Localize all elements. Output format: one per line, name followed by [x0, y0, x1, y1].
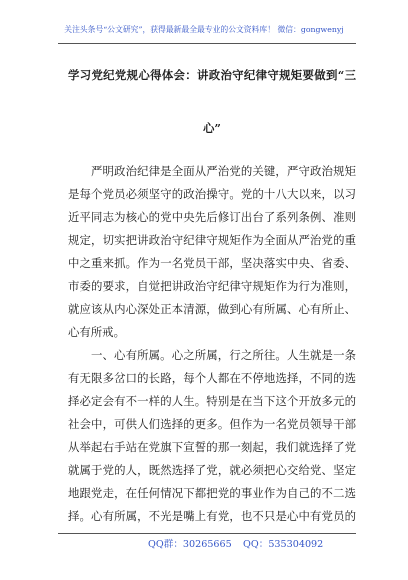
footer-divider: [58, 533, 356, 534]
body-line: 一、心有所属。心之所属，行之所往。人生就是一条: [91, 348, 356, 362]
footer-qq: QQ：535304092: [243, 539, 324, 550]
body-line: 是每个党员必须坚守的政治操守。党的十八大以来，以习: [68, 187, 356, 201]
body-line: 市委的要求，自觉把讲政治守纪律守规矩作为行为准则，: [68, 279, 356, 293]
body-line: 地跟党走，在任何情况下都把党的事业作为自己的不二选: [68, 486, 356, 500]
body-line: 心有所戒。: [68, 325, 125, 339]
body-line: 有无限多岔口的长路，每个人都在不停地选择，不同的选: [68, 371, 356, 385]
document-title: [68, 64, 356, 144]
footer: [0, 539, 408, 551]
body-line: 社会中，可供人们选择的更多。但作为一名党员领导干部: [68, 417, 356, 431]
body-line: 中之重来抓。作为一名党员干部，坚决落实中央、省委、: [68, 256, 356, 270]
body-line: 严明政治纪律是全面从严治党的关键，严守政治规矩: [91, 164, 356, 178]
title-line: 心”: [203, 121, 221, 135]
header-divider: [58, 43, 356, 44]
body-line: 规定，切实把讲政治守纪律守规矩作为全面从严治党的重: [68, 233, 356, 247]
body-line: 择必定会有不一样的人生。特别是在当下这个开放多元的: [68, 394, 356, 408]
footer-qq-group: QQ群：30265665: [148, 539, 232, 550]
promo-header: 关注头条号“公文研究”，获得最新最全最专业的公文资料库！ 微信：gongwenyj: [64, 25, 344, 34]
title-line: 学习党纪党规心得体会：讲政治守纪律守规矩要做到“三: [68, 68, 356, 82]
body-line: 就属于党的人，既然选择了党，就必须把心交给党、坚定: [68, 463, 356, 477]
body-line: 从举起右手站在党旗下宣誓的那一刻起，我们就选择了党: [68, 440, 356, 454]
body-line: 近平同志为核心的党中央先后修订出台了系列条例、准则: [68, 210, 356, 224]
body-line: 就应该从内心深处正本清源，做到心有所属、心有所止、: [68, 302, 356, 316]
document-body: [68, 160, 356, 530]
body-line: 择。心有所属，不光是嘴上有党，也不只是心中有党员的: [68, 509, 356, 523]
